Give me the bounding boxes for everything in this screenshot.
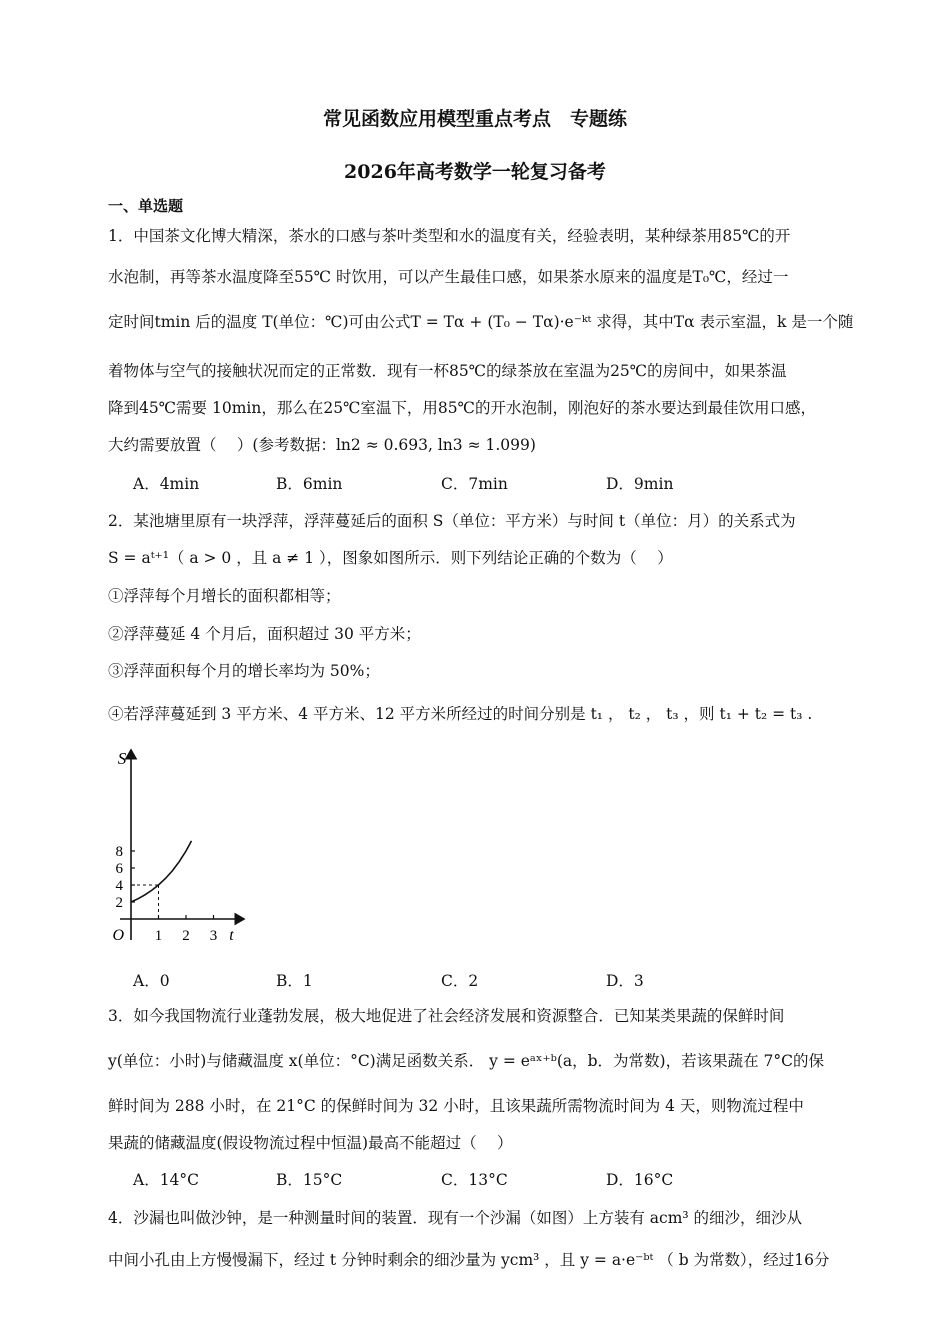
function-curve <box>131 841 192 902</box>
q2-statement-2: ②浮萍蔓延 4 个月后，面积超过 30 平方米； <box>108 625 421 643</box>
y-axis-label: S <box>117 749 127 768</box>
section-heading: 一、单选题 <box>108 197 184 215</box>
q2-option-a: A．0 <box>133 972 170 990</box>
y-tick-label: 6 <box>115 861 123 877</box>
x-tick-label: 3 <box>209 928 218 944</box>
q3-line-2: y(单位：小时)与储藏温度 x(单位：°C)满足函数关系． y = eᵃˣ⁺ᵇ(a，b．为常数)，若该果蔬在 7°C的保 <box>108 1052 825 1070</box>
q1-line-4: 着物体与空气的接触状况而定的正常数．现有一杯85℃的绿茶放在室温为25℃的房间中，如果茶温 <box>108 362 787 380</box>
title-line-2: 2026年高考数学一轮复习备考 <box>344 161 606 183</box>
q2-option-b: B．1 <box>276 972 313 990</box>
title-line-1: 常见函数应用模型重点考点 专题练 <box>322 108 627 130</box>
origin-label: O <box>112 927 124 944</box>
q3-line-4: 果蔬的储藏温度(假设物流过程中恒温)最高不能超过（ ） <box>108 1134 513 1152</box>
q1-option-b: B．6min <box>276 475 343 493</box>
function-graph <box>106 742 266 952</box>
q2-statement-1: ①浮萍每个月增长的面积都相等； <box>108 587 341 605</box>
q3-option-c: C．13°C <box>441 1171 508 1189</box>
y-tick-label: 4 <box>115 878 123 894</box>
q2-line-1: 2．某池塘里原有一块浮萍，浮萍蔓延后的面积 S（单位：平方米）与时间 t（单位：月）的关系式为 <box>108 512 796 530</box>
y-tick-label: 8 <box>115 844 123 860</box>
q3-line-1: 3．如今我国物流行业蓬勃发展，极大地促进了社会经济发展和资源整合．已知某类果蔬的保鲜时间 <box>108 1007 785 1025</box>
q1-line-2: 水泡制，再等茶水温度降至55℃ 时饮用，可以产生最佳口感，如果茶水原来的温度是T₀℃，经过一 <box>108 268 789 286</box>
x-axis-label: t <box>229 927 234 944</box>
q3-option-b: B．15°C <box>276 1171 343 1189</box>
q2-line-2: S = aᵗ⁺¹（ a > 0 ，且 a ≠ 1 ），图象如图所示．则下列结论正确的个数为（ ） <box>108 549 673 567</box>
q2-statement-3: ③浮萍面积每个月的增长率均为 50%； <box>108 662 380 680</box>
x-tick-label: 1 <box>154 928 163 944</box>
q3-line-3: 鲜时间为 288 小时，在 21°C 的保鲜时间为 32 小时，且该果蔬所需物流时间为 4 天，则物流过程中 <box>108 1097 804 1115</box>
q2-option-d: D．3 <box>606 972 644 990</box>
q1-line-3: 定时间tmin 后的温度 T(单位：℃)可由公式T = Tα + (T₀ − Tα)·e⁻ᵏᵗ 求得，其中Tα 表示室温，k 是一个随 <box>108 313 854 331</box>
q1-line-6: 大约需要放置（ ）(参考数据：ln2 ≈ 0.693, ln3 ≈ 1.099) <box>108 436 536 454</box>
q4-line-2: 中间小孔由上方慢慢漏下，经过 t 分钟时剩余的细沙量为 ycm³ ，且 y = a·e⁻ᵇᵗ （ b 为常数），经过16分 <box>108 1251 830 1269</box>
q3-option-a: A．14°C <box>133 1171 200 1189</box>
q2-option-c: C．2 <box>441 972 479 990</box>
q1-option-d: D．9min <box>606 475 674 493</box>
y-tick-label: 2 <box>115 895 123 911</box>
q1-option-a: A．4min <box>133 475 200 493</box>
q4-line-1: 4．沙漏也叫做沙钟，是一种测量时间的装置．现有一个沙漏（如图）上方装有 acm³ 的细沙，细沙从 <box>108 1209 803 1227</box>
q1-option-c: C．7min <box>441 475 508 493</box>
x-tick-label: 2 <box>182 928 190 944</box>
q1-line-5: 降到45℃需要 10min，那么在25℃室温下，用85℃的开水泡制，刚泡好的茶水要达到最佳饮用口感， <box>108 399 816 417</box>
q3-option-d: D．16°C <box>606 1171 674 1189</box>
q1-line-1: 1．中国茶文化博大精深，茶水的口感与茶叶类型和水的温度有关，经验表明，某种绿茶用85℃的开 <box>108 227 791 245</box>
q2-statement-4: ④若浮萍蔓延到 3 平方米、4 平方米、12 平方米所经过的时间分别是 t₁ ， t₂ ， t₃ ，则 t₁ + t₂ = t₃ . <box>108 705 813 723</box>
